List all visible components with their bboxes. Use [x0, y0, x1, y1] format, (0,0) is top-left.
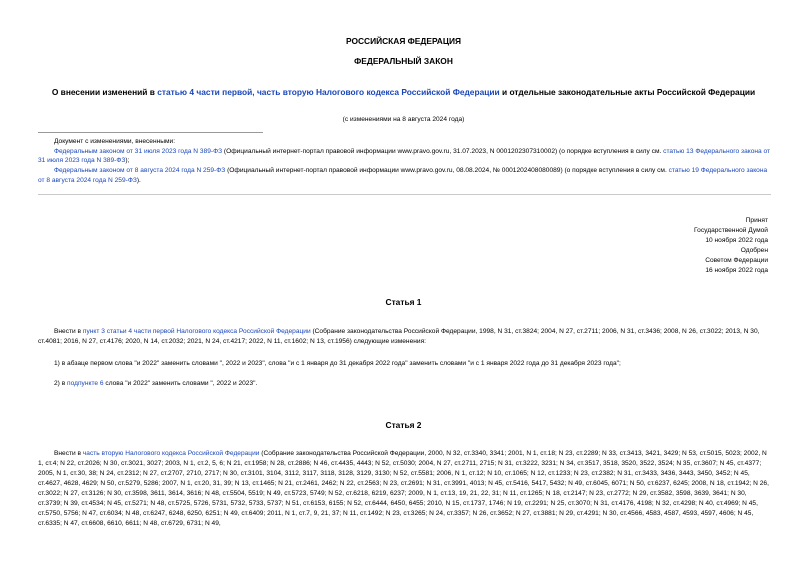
article-2-title: Статья 2 [385, 420, 422, 430]
law-title-link[interactable]: статью 4 части первой, часть вторую Налогового кодекса Российской Федерации [157, 87, 500, 97]
law-type-heading: ФЕДЕРАЛЬНЫЙ ЗАКОН [354, 56, 453, 66]
law-title [50, 87, 757, 98]
edition-note: (с изменениями на 8 августа 2024 года) [342, 116, 465, 123]
article-1-item-1: 1) в абзаце первом слова "и 2022" заменить словами ", 2022 и 2023", слова "и с 1 января до 31 декабря 2022 года" заменить словами "и с 1 января 2022 года до 31 декабря 2023 года"; [54, 360, 621, 367]
entry-into-force-link[interactable]: статью 13 Федерального закона от 31 июля 2023 года N 389-ФЗ [38, 147, 771, 165]
changes-block [38, 132, 771, 195]
law-title-suffix: и отдельные законодательные акты Российской Федерации [499, 87, 756, 97]
article-2-ref-link[interactable]: часть вторую Налогового кодекса Российской Федерации [82, 450, 260, 457]
changes-item: Федеральным законом от 8 августа 2024 года N 259-ФЗ (Официальный интернет-портал правовой информации www.pravo.gov.ru, 08.08.2024, № 0001202408080089) (о порядке вступления в силу см. статью 19 Федерального закона от 8 августа 2024 года N 259-ФЗ). [38, 167, 768, 184]
article-1-ref-link[interactable]: пункт 3 статьи 4 части первой Налогового кодекса Российской Федерации [82, 328, 311, 335]
changes-heading: Документ с изменениями, внесенными: [54, 138, 176, 145]
adoption-block: Принят Государственной Думой 10 ноября 2022 года Одобрен Советом Федерации 16 ноября 2022 года [694, 217, 768, 274]
changes-item: Федеральным законом от 31 июля 2023 года N 389-ФЗ (Официальный интернет-портал правовой информации www.pravo.gov.ru, 31.07.2023, N 0001202307310002) (о порядке вступления в силу см. статью 13 Федерального закона от 31 июля 2023 года N 389-ФЗ); [38, 147, 771, 165]
article-1-item-2: 2) в подпункте 6 слова "и 2022" заменить словами ", 2022 и 2023". [54, 380, 258, 387]
article-1-title: Статья 1 [385, 297, 422, 307]
changes-divider-bottom [38, 194, 771, 195]
country-heading: РОССИЙСКАЯ ФЕДЕРАЦИЯ [345, 36, 462, 46]
entry-into-force-link[interactable]: статью 19 Федерального закона от 8 августа 2024 года N 259-ФЗ [38, 167, 768, 184]
amending-law-link[interactable]: Федеральным законом от 31 июля 2023 года N 389-ФЗ [54, 147, 223, 155]
law-title-prefix: О внесении изменений в [51, 87, 158, 97]
article-1-intro: Внести в пункт 3 статьи 4 части первой Налогового кодекса Российской Федерации (Собрание законодательства Российской Федерации, 1998, N 31, ст.3824; 2004, N 27, ст.2711; 2006, N 31, ст.3436; 2008, N 26, ст.3022; 2013, N 30, ст.4081; 2016, N 27, ст.4176; 2020, N 14, ст.2032; 2021, N 24, ст.4217; 2022, N 11, ст.1602; N 13, ст.1956) следующие изменения: [38, 328, 760, 345]
article-2-intro: Внести в часть вторую Налогового кодекса Российской Федерации (Собрание законодательства Российской Федерации, 2000, N 32, ст.3340, 3341; 2001, N 1, ст.18; N 23, ст.2289; N 33, ст.3413, 3421, 3429; N 53, ст.5015, 5023; 2002, N 1, ст.4; N 22, ст.2026; N 30, ст.3021, 3027; 2003, N 1, ст.2, 5, 6; N 21, ст.1958; N 28, ст.2886; N 46, ст.4435, 4443; N 52, ст.5030; 2004, N 27, ст.2711, 2715; N 31, ст.3222, 3231; N 34, ст.3517, 3518, 3520, 3522, 3524; N 35, ст.3607; N 45, ст.4377; 2005, N 1, ст.30, 38; N 24, ст.2312; N 27, ст.2707, 2710, 2717; N 30, ст.3101, 3104, 3112, 3117, 3118, 3128, 3129, 3130; N 52, ст.5581; 2006, N 1, ст.12; N 10, ст.1065; N 12, ст.1233; N 23, ст.2382; N 31, ст.3433, 3436, 3443, 3450, 3452; N 45, ст.4627, 4628, 4629; N 50, ст.5279, 5286; 2007, N 1, ст.20, 31, 39; N 13, ст.1465; N 21, ст.2461, 2462; N 22, ст.2563; N 23, ст.2691; N 31, ст.3991, 4013; N 45, ст.5416, 5417, 5432; N 49, ст.6045, 6071; N 50, ст.6237, 6245; 2008, N 18, ст.1942; N 26, ст.3022; N 27, ст.3126; N 30, ст.3598, 3611, 3614, 3616; N 48, ст.5504, 5519; N 49, ст.5723, 5749; N 52, ст.6218, 6219, 6237; 2009, N 1, ст.13, 19, 21, 22, 31; N 11, ст.1265; N 18, ст.2147; N 23, ст.2772; N 29, ст.3582, 3598, 3639, 3641; N 30, ст.3739; N 39, ст.4534; N 45, ст.5271; N 48, ст.5725, 5726, 5731, 5732, 5733, 5737; N 51, ст.6153, 6155; N 52, ст.6444, 6450, 6455; 2010, N 15, ст.1737, 1746; N 19, ст.2291; N 25, ст.3070; N 31, ст.4176, 4198; N 32, ст.4298; N 40, ст.4969; N 45, ст.5750, 5756; N 47, ст.6034; N 48, ст.6247, 6248, 6250, 6251; N 49, ст.6409; 2011, N 1, ст.7, 9, 21, 37; N 11, ст.1492; N 23, ст.3265; N 24, ст.3357; N 26, ст.3652; N 27, ст.3881; N 29, ст.4291; N 30, ст.4566, 4583, 4587, 4593, 4597, 4606; N 45, ст.6335; N 47, ст.6608, 6610, 6611; N 48, ст.6729, 6731; N 49, [38, 450, 769, 527]
changes-divider-top [38, 132, 263, 133]
subparagraph-6-link[interactable]: подпункте 6 [67, 380, 104, 387]
amending-law-link[interactable]: Федеральным законом от 8 августа 2024 года N 259-ФЗ [54, 167, 226, 175]
